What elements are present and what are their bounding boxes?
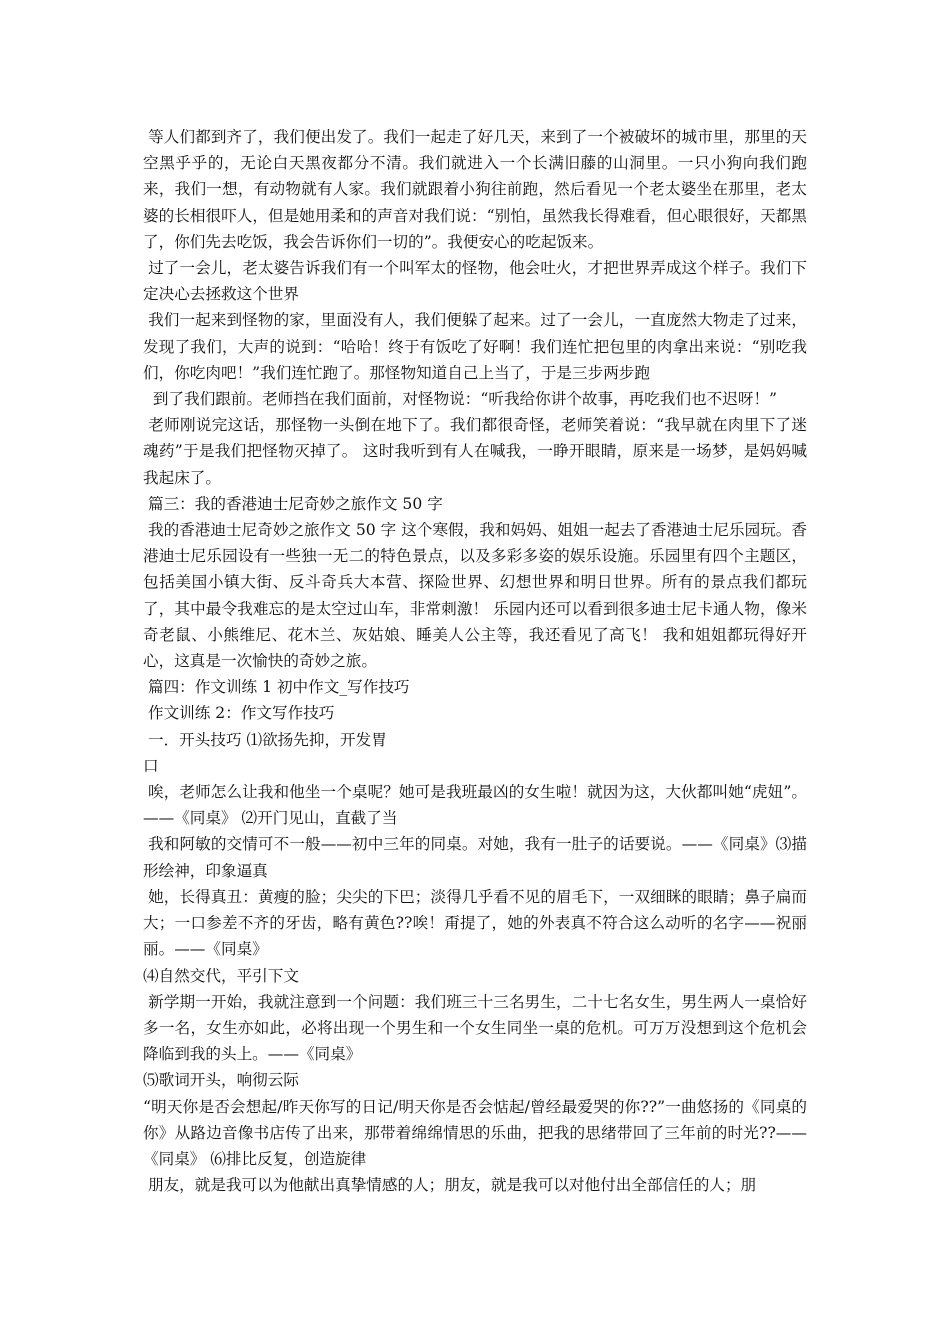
paragraph: “明天你是否会想起/昨天你写的日记/明天你是否会惦起/曾经最爱哭的你??”一曲悠扬的《同桌的你》从路边音像书店传了出来，那带着绵绵情思的乐曲，把我的思绪带回了三年前的时光??——《同桌》 ⑹排比反复，创造旋律 — [143, 1097, 807, 1168]
paragraph: 我的香港迪士尼奇妙之旅作文 50 字 这个寒假，我和妈妈、姐姐一起去了香港迪士尼乐园玩。香港迪士尼乐园设有一些独一无二的特色景点，以及多彩多姿的娱乐设施。乐园里有四个主题区，包括美国小镇大街、反斗奇兵大本营、探险世界、幻想世界和明日世界。所有的景点我们都玩了，其中最令我难忘的是太空过山车，非常刺激！ 乐园内还可以看到很多迪士尼卡通人物，像米奇老鼠、小熊维尼、花木兰、灰姑娘、睡美人公主等，我还看见了高飞！ 我和姐姐都玩得好开心，这真是一次愉快的奇妙之旅。 — [143, 521, 807, 671]
subheading: 作文训练 2：作文写作技巧 — [143, 704, 335, 723]
paragraph: 唉，老师怎么让我和他坐一个桌呢？她可是我班最凶的女生啦！就因为这，大伙都叫她“虎妞”。——《同桌》 ⑵开门见山，直截了当 — [143, 783, 807, 828]
subheading: 一．开头技巧 ⑴欲扬先抑，开发胃 — [143, 730, 387, 749]
paragraph: 我们一起来到怪物的家，里面没有人，我们便躲了起来。过了一会儿，一直庞然大物走了过来，发现了我们，大声的说到：“哈哈！终于有饭吃了好啊！我们连忙把包里的肉拿出来说：“别吃我们，你吃肉吧！”我们连忙跑了。那怪物知道自己上当了，于是三步两步跑 — [143, 311, 807, 382]
paragraph: 朋友，就是我可以为他献出真挚情感的人；朋友，就是我可以对他付出全部信任的人；朋 — [143, 1176, 757, 1195]
paragraph: 到了我们跟前。老师挡在我们面前，对怪物说：“听我给你讲个故事，再吃我们也不迟呀！” — [143, 390, 778, 409]
document-body — [143, 124, 807, 1198]
paragraph: 新学期一开始，我就注意到一个问题：我们班三十三名男生，二十七名女生，男生两人一桌恰好多一名，女生亦如此，必将出现一个男生和一个女生同坐一桌的危机。可万万没想到这个危机会降临到我的头上。——《同桌》 — [143, 992, 807, 1064]
paragraph: 等人们都到齐了，我们便出发了。我们一起走了好几天，来到了一个被破坏的城市里，那里的天空黑乎乎的，无论白天黑夜都分不清。我们就进入一个长满旧藤的山洞里。一只小狗向我们跑来，我们一想，有动物就有人家。我们就跟着小狗往前跑，然后看见一个老太婆坐在那里，老太婆的长相很吓人，但是她用柔和的声音对我们说：“别怕，虽然我长得难看，但心眼很好，天都黑了，你们先去吃饭，我会告诉你们一切的”。我便安心的吃起饭来。 — [143, 128, 807, 251]
paragraph: 口 — [143, 756, 159, 775]
subheading: ⑷自然交代，平引下文 — [143, 966, 299, 985]
paragraph: 我和阿敏的交情可不一般——初中三年的同桌。对她，我有一肚子的话要说。——《同桌》⑶描形绘神，印象逼真 — [143, 835, 807, 880]
subheading: ⑸歌词开头，响彻云际 — [143, 1071, 299, 1090]
paragraph: 过了一会儿，老太婆告诉我们有一个叫军太的怪物，他会吐火，才把世界弄成这个样子。我们下定决心去拯救这个世界 — [143, 259, 807, 304]
paragraph: 老师刚说完这话，那怪物一头倒在地下了。我们都很奇怪，老师笑着说：“我早就在肉里下了迷魂药”于是我们把怪物灭掉了。 这时我听到有人在喊我，一睁开眼睛，原来是一场梦，是妈妈喊我起床了。 — [143, 416, 807, 487]
section-heading: 篇三：我的香港迪士尼奇妙之旅作文 50 字 — [143, 494, 443, 513]
section-heading: 篇四：作文训练 1 初中作文_写作技巧 — [143, 678, 410, 697]
paragraph: 她，长得真丑：黄瘦的脸；尖尖的下巴；淡得几乎看不见的眉毛下，一双细眯的眼睛；鼻子扁而大；一口参差不齐的牙齿，略有黄色??唉！甭提了，她的外表真不符合这么动听的名字——祝丽丽。——《同桌》 — [143, 887, 807, 959]
